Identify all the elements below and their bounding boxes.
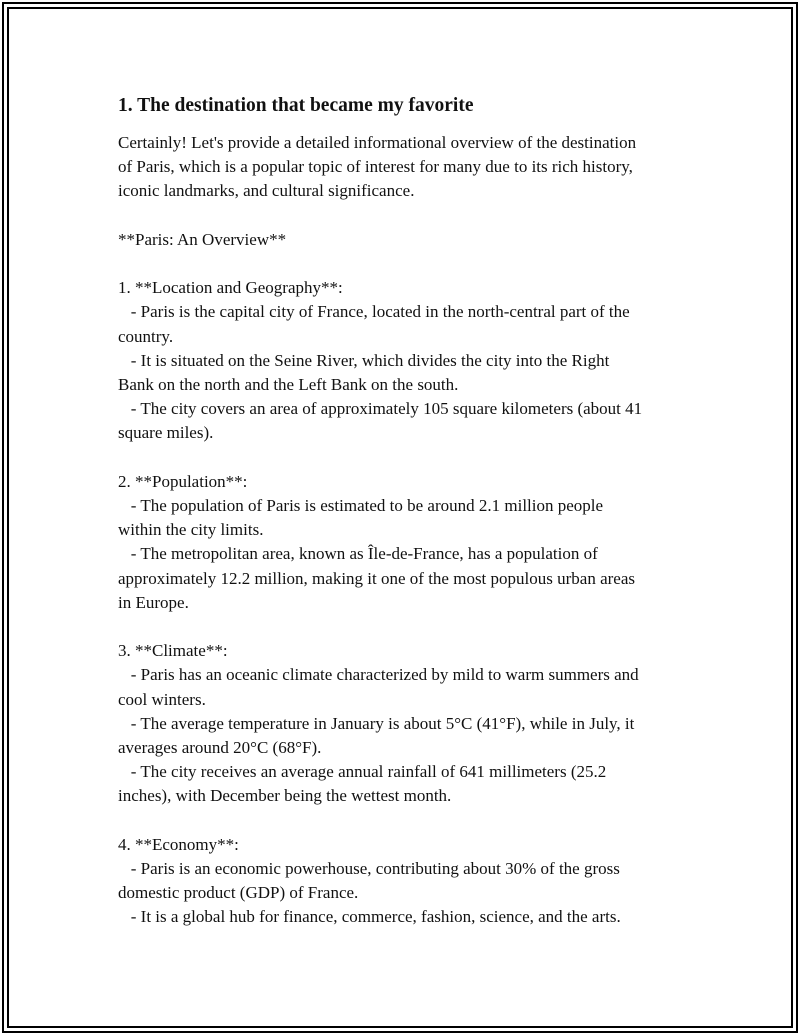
body-line: [118, 446, 698, 470]
body-line: Certainly! Let's provide a detailed informational overview of the destination: [118, 133, 637, 152]
body-line: - The city receives an average annual rainfall of 641 millimeters (25.2: [118, 762, 607, 782]
body-line: averages around 20°C (68°F).: [118, 738, 322, 758]
body-line: 3. **Climate**:: [118, 641, 228, 661]
body-line: [118, 809, 698, 833]
body-line: 2. **Population**:: [118, 471, 248, 491]
body-line: approximately 12.2 million, making it one of the most populous urban areas: [118, 568, 635, 588]
body-line: [118, 204, 698, 228]
body-line: square miles).: [118, 423, 214, 443]
body-line: - The metropolitan area, known as Île-de-France, has a population of: [118, 544, 598, 564]
body-line: **Paris: An Overview**: [118, 229, 287, 249]
body-line: within the city limits.: [118, 520, 264, 540]
body-line: - Paris is the capital city of France, located in the north-central part of the: [118, 302, 630, 322]
body-line: of Paris, which is a popular topic of interest for many due to its rich history,: [118, 157, 633, 177]
body-line: - It is situated on the Seine River, which divides the city into the Right: [118, 350, 610, 370]
body-line: [118, 252, 698, 276]
body-line: - The population of Paris is estimated to be around 2.1 million people: [118, 496, 604, 515]
body-line: domestic product (GDP) of France.: [118, 883, 359, 903]
body-line: - The average temperature in January is about 5°C (41°F), while in July, it: [118, 713, 635, 733]
document-body: [118, 131, 698, 930]
body-line: [118, 615, 698, 639]
body-line: inches), with December being the wettest month.: [118, 786, 452, 806]
body-line: - The city covers an area of approximately 105 square kilometers (about 41: [118, 399, 643, 419]
body-line: - It is a global hub for finance, commerce, fashion, science, and the arts.: [118, 907, 621, 927]
body-line: - Paris is an economic powerhouse, contributing about 30% of the gross: [118, 859, 620, 879]
document-title: 1. The destination that became my favorite: [118, 95, 474, 116]
body-line: country.: [118, 326, 174, 346]
body-line: Bank on the north and the Left Bank on the south.: [118, 375, 459, 394]
body-line: cool winters.: [118, 689, 206, 709]
body-line: 1. **Location and Geography**:: [118, 278, 343, 298]
body-line: iconic landmarks, and cultural significance.: [118, 181, 415, 201]
document-content: [118, 93, 698, 930]
body-line: in Europe.: [118, 592, 189, 612]
body-line: - Paris has an oceanic climate characterized by mild to warm summers and: [118, 665, 639, 685]
body-line: 4. **Economy**:: [118, 834, 239, 854]
